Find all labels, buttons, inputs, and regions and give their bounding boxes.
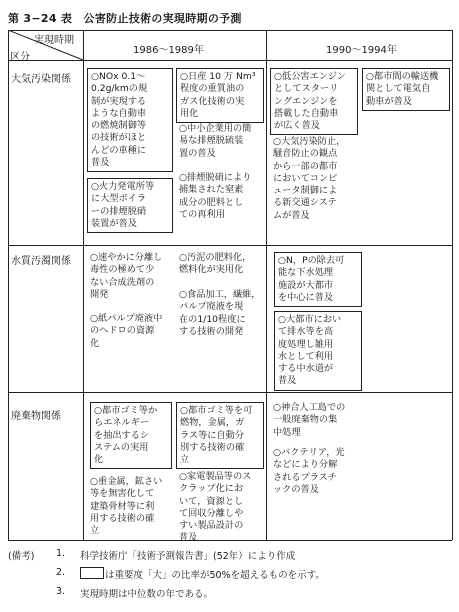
item-waste-island: ○神合人工島での 一般廃棄物の集 中処理: [273, 402, 346, 438]
note-1: 科学技術庁「技術予測報告書」(52年）により作成: [80, 551, 296, 562]
item-air-stirling: ○低公害エンジン としてスターリ ングエンジンを 搭載した自動車 が広く普及: [270, 68, 358, 135]
item-air-denitration: ○火力発電所等 に大型ボイラ ーの排煙脱硝 装置が普及: [87, 178, 173, 233]
category-waste: 廃棄物関係: [11, 411, 61, 422]
item-waste-sorting: ○都市ゴミ等を可 燃物，金属，ガ ラス等に自動分 別する技術の確 立: [176, 402, 264, 469]
item-waste-energy: ○都市ゴミ等か らエネルギー を抽出するシ ステムの実用 化: [90, 402, 172, 469]
note-2-line: [80, 567, 325, 581]
item-waste-heavymetal: ○重金属，鉱さい 等を無害化して 建築骨材等に利 用する技術の確 立: [90, 476, 163, 537]
row-divider-1: [8, 245, 452, 246]
category-water: 水質汚濁関係: [11, 256, 71, 267]
category-air: 大気汚染関係: [11, 74, 71, 85]
category-divider: [83, 30, 84, 540]
header-col-1986: 1986〜1989年: [133, 45, 204, 56]
note-3: 実現時期は中位数の年である。: [80, 589, 214, 600]
note-1-number: 1.: [56, 548, 66, 559]
item-air-nox: ○NOx 0.1〜 0.2g/kmの規 制が実現する ような自動車 の燃焼制御等 の技術がほと んどの車種に 普及: [87, 68, 173, 172]
item-air-gasification: ○日産 10 万 Nm³ 程度の重質油の ガス化技術の実 用化: [176, 68, 264, 123]
period-divider: [266, 30, 267, 540]
table-right-border: [452, 30, 453, 540]
header-col-1990: 1990〜1994年: [326, 45, 397, 56]
item-air-desulfurization: ○中小企業用の簡 易な排煙脱硫装 置の普及: [179, 123, 252, 159]
item-air-electric-car: ○都市間の輸送機 関として電気自 動車が普及: [362, 68, 450, 111]
example-box-icon: [80, 567, 104, 579]
item-air-nitrogen-reuse: ○排煙脱硝により 捕集された窒素 成分の肥料とし ての再利用: [179, 172, 252, 220]
table-title: 第 3−24 表 公害防止技術の実現時期の予測: [8, 12, 242, 25]
item-waste-design: ○家電製品等のス クラップ化にお いて，資源とし て回収分離しや すい製品設計の 普及: [179, 471, 252, 544]
header-period-label: 実現時期: [34, 35, 74, 46]
item-water-detergent: ○速やかに分離し 毒性の極めて少 ない合成洗剤の 開発: [90, 252, 163, 300]
item-water-wastewater: ○食品加工，繊維， パルプ廃液を現 在の1/10程度に する技術の開発: [179, 289, 261, 337]
item-water-greywater: ○大都市におい て排水等を高 度処理し雑用 水として利用 する中水道が 普及: [274, 311, 362, 391]
notes-label: (備考): [8, 551, 35, 562]
note-3-number: 3.: [56, 586, 66, 597]
item-water-sludge: ○紙パルプ廃液中 のヘドロの資源 化: [90, 313, 163, 349]
forecast-table: [8, 30, 452, 544]
item-water-fertilizer: ○汚泥の肥料化， 燃料化が実用化: [179, 252, 252, 276]
row-divider-2: [8, 392, 452, 393]
note-2: は重要度「大」の比率が50%を超えるものを示す。: [105, 570, 325, 581]
table-left-border: [8, 30, 9, 540]
item-waste-plastic: ○バクテリア，光 などにより分解 されるプラスチ ックの普及: [273, 447, 345, 495]
item-water-sewage: ○N，Pの除去可 能な下水処理 施設が大都市 を中心に普及: [274, 252, 362, 307]
note-2-number: 2.: [56, 567, 66, 578]
item-air-transit: ○大気汚染防止， 騒音防止の観点 から一部の都市 においてコンピ ュータ制御によ る新交通システ ムが普及: [273, 136, 346, 221]
header-category-label: 区分: [10, 52, 30, 63]
